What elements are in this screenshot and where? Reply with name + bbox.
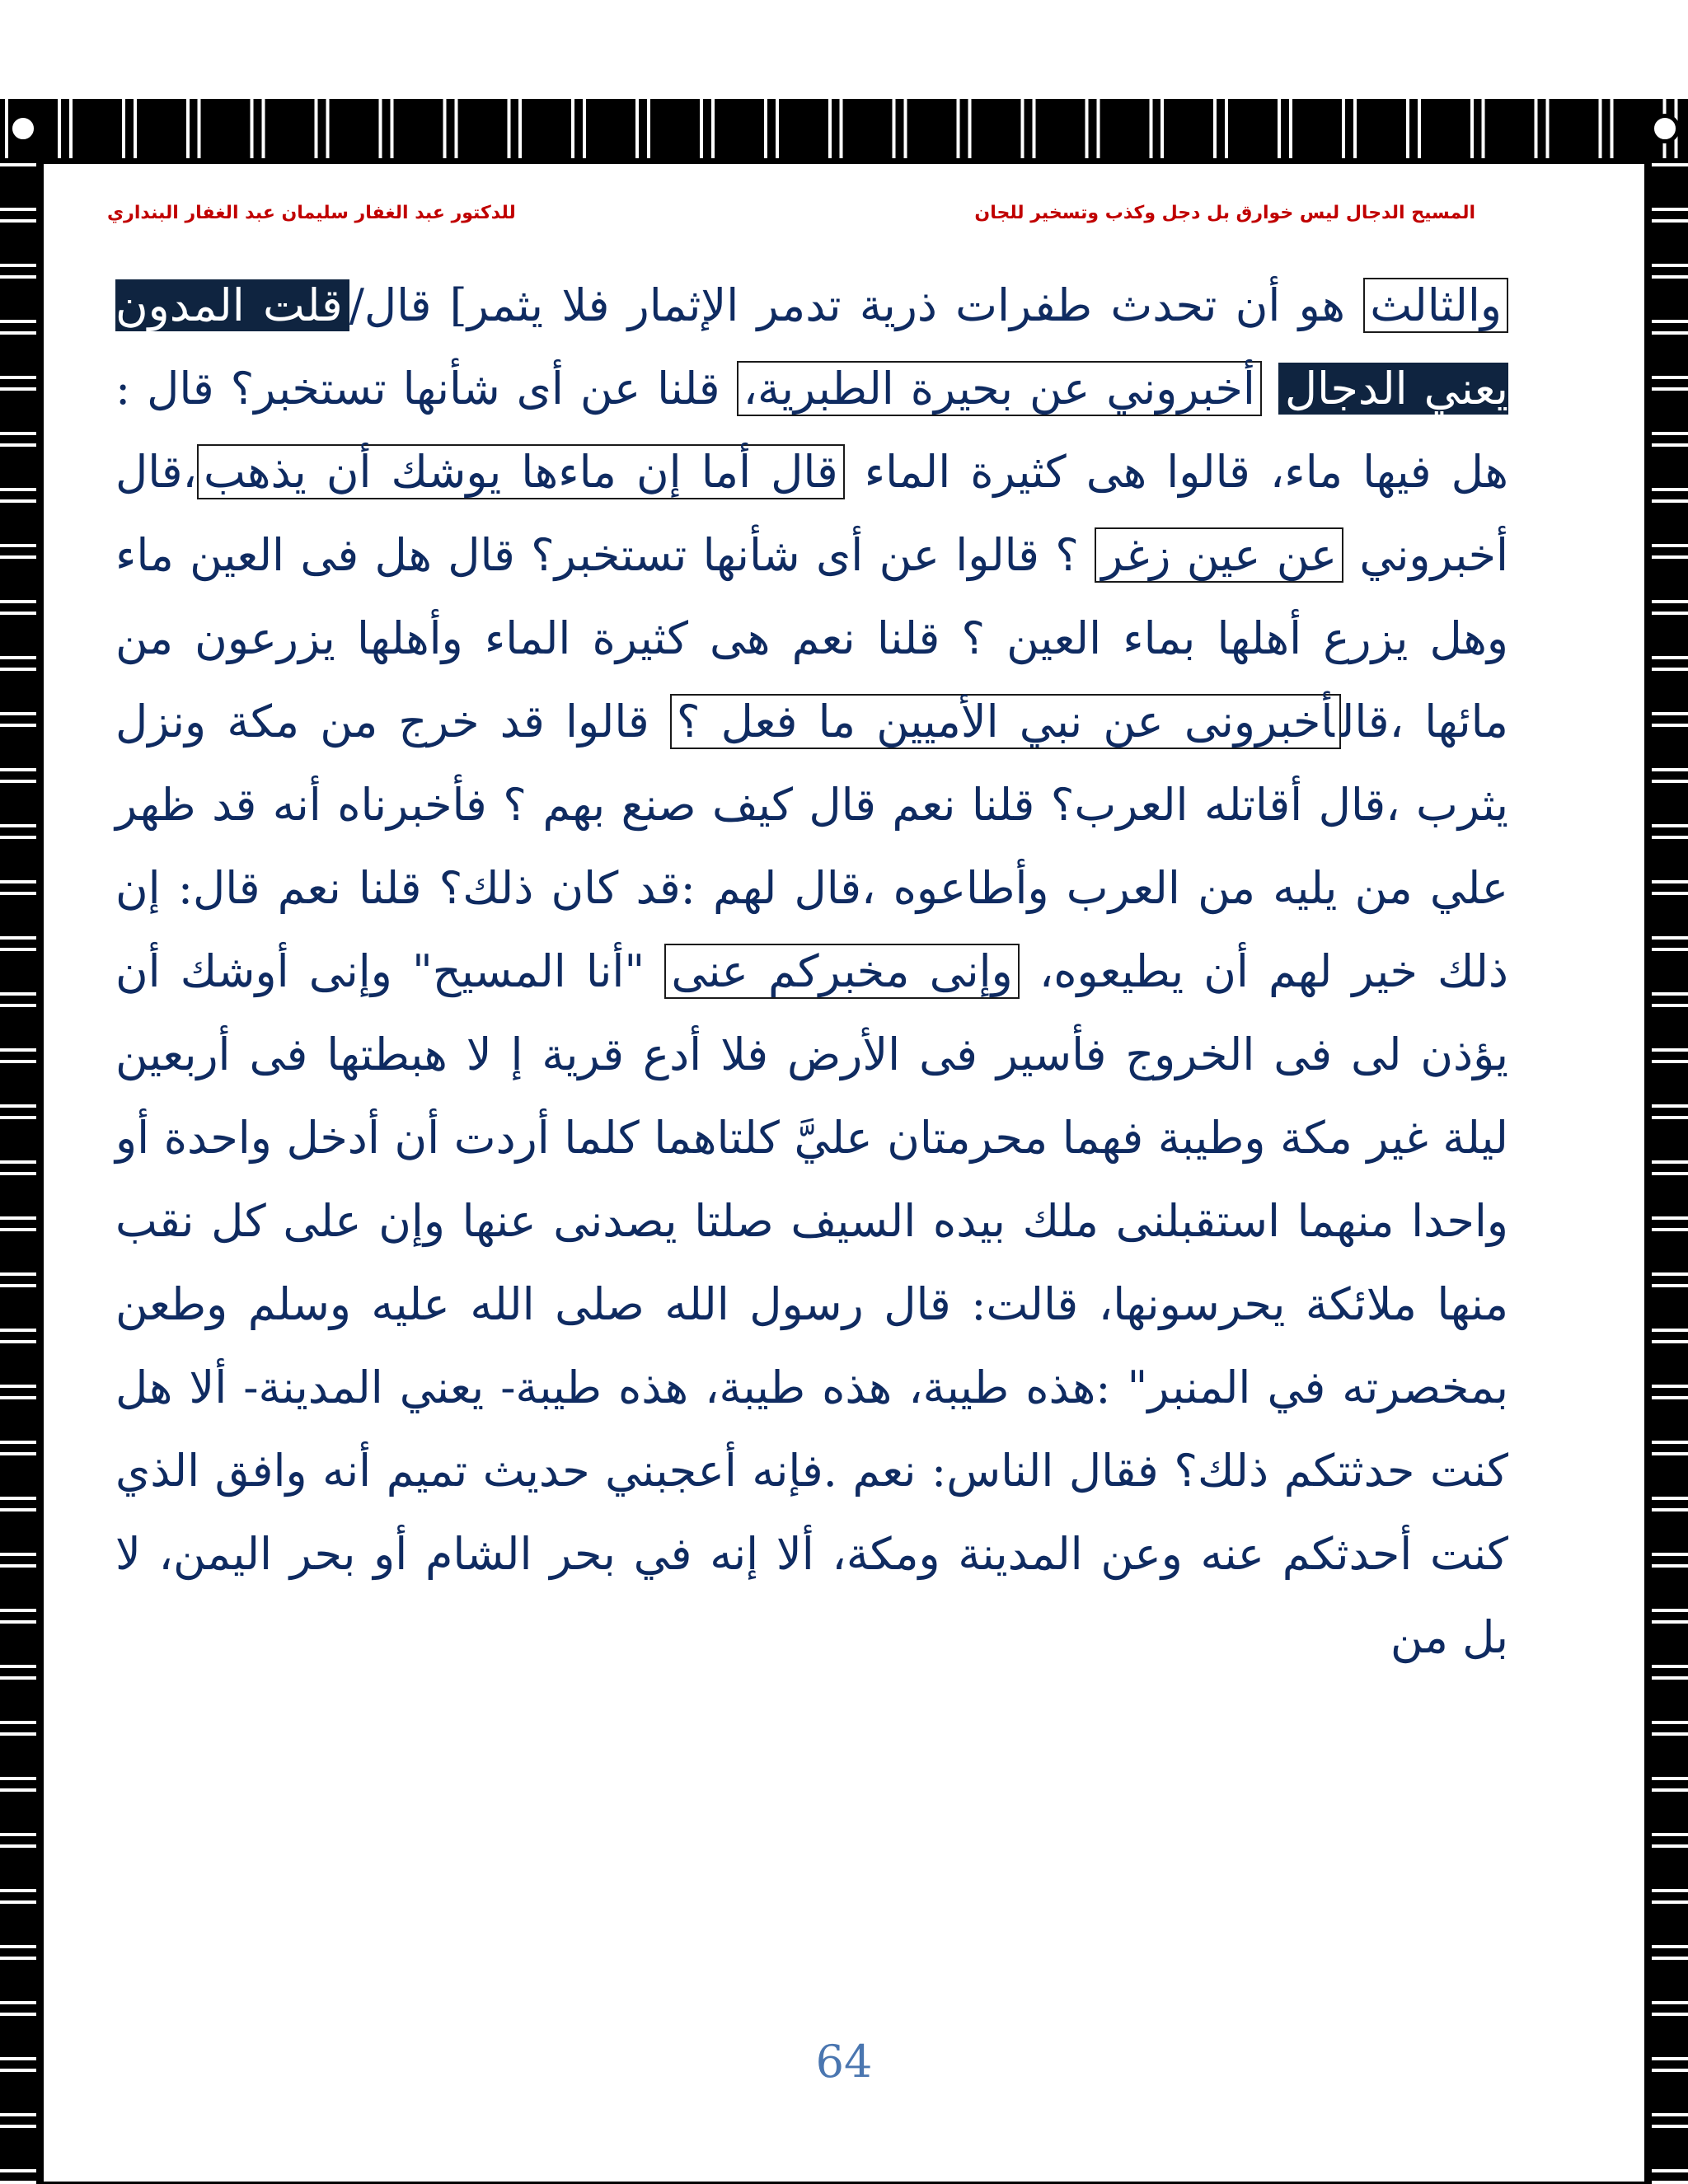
greek-key-border-left	[0, 158, 36, 2184]
greek-key-border-right	[1652, 158, 1688, 2184]
text-run: ؟ قالوا عن أى شأنها تستخبر؟ قال هل فى العين ماء وهل يزرع أهلها بماء العين ؟ قلنا نعم هى كثيرة الماء وأهلها يزرعون من مائها ،قال	[115, 529, 1508, 748]
body-paragraph	[115, 264, 1508, 1679]
page-number: 64	[815, 2036, 873, 2088]
text-run: قلنا عن أى شأنها تستخبر؟ قال : هل فيها ماء، قالوا هى كثيرة الماء	[115, 363, 1508, 498]
running-header	[107, 203, 1475, 236]
text-run: ،قال أخبروني	[115, 446, 1508, 581]
greek-key-border-top	[0, 99, 1688, 158]
highlighted-phrase: قلت المدون يعني الدجال	[115, 279, 1509, 415]
corner-ornament-icon	[1650, 114, 1680, 143]
text-run: قالوا قد خرج من مكة ونزل يثرب ،قال أقاتله العرب؟ قلنا نعم قال كيف صنع بهم ؟ فأخبرناه أنه قد ظهر علي من يليه من العرب وأطاعوه ،قال لهم :قد كان ذلك؟ قلنا نعم قال: إن ذلك خير لهم أن يطيعوه،	[115, 696, 1508, 997]
corner-ornament-icon	[8, 114, 38, 143]
header-book-title: المسيح الدجال ليس خوارق بل دجل وكذب وتسخير للجان	[974, 203, 1475, 223]
boxed-phrase: أخبروني عن بحيرة الطبرية،	[737, 361, 1262, 416]
boxed-phrase: قال أما إن ماءها يوشك أن يذهب	[197, 444, 845, 499]
text-run: "أنا المسيح" وإنى أوشك أن يؤذن لى فى الخروج فأسير فى الأرض فلا أدع قرية إ لا هبطتها فى أربعين ليلة غير مكة وطيبة فهما محرمتان عليَّ كلتاهما كلما أردت أن أدخل واحدة أو واحدا منهما استقبلنى ملك بيده السيف صلتا يصدنى عنها وإن على كل نقب منها ملائكة يحرسونها، قالت: قال رسول الله صلى الله عليه وسلم وطعن بمخصرته في المنبر" :هذه طيبة، هذه طيبة، هذه طيبة- يعني المدينة- ألا هل كنت حدثتكم ذلك؟ فقال الناس: نعم .فإنه أعجبني حديث تميم أنه وافق الذي كنت أحدثكم عنه وعن المدينة ومكة، ألا إنه في بحر الشام أو بحر اليمن، لا بل من	[115, 945, 1508, 1663]
boxed-phrase: أخبرونى عن نبي الأميين ما فعل ؟	[670, 694, 1341, 749]
boxed-phrase: عن عين زغر	[1095, 527, 1343, 583]
boxed-phrase: وإنى مخبركم عنى	[664, 944, 1019, 999]
boxed-phrase: والثالث	[1363, 278, 1508, 333]
header-author: للدكتور عبد الغفار سليمان عبد الغفار البنداري	[107, 203, 516, 223]
text-run: هو أن تحدث طفرات ذرية تدمر الإثمار فلا يثمر] قال/	[349, 279, 1364, 331]
